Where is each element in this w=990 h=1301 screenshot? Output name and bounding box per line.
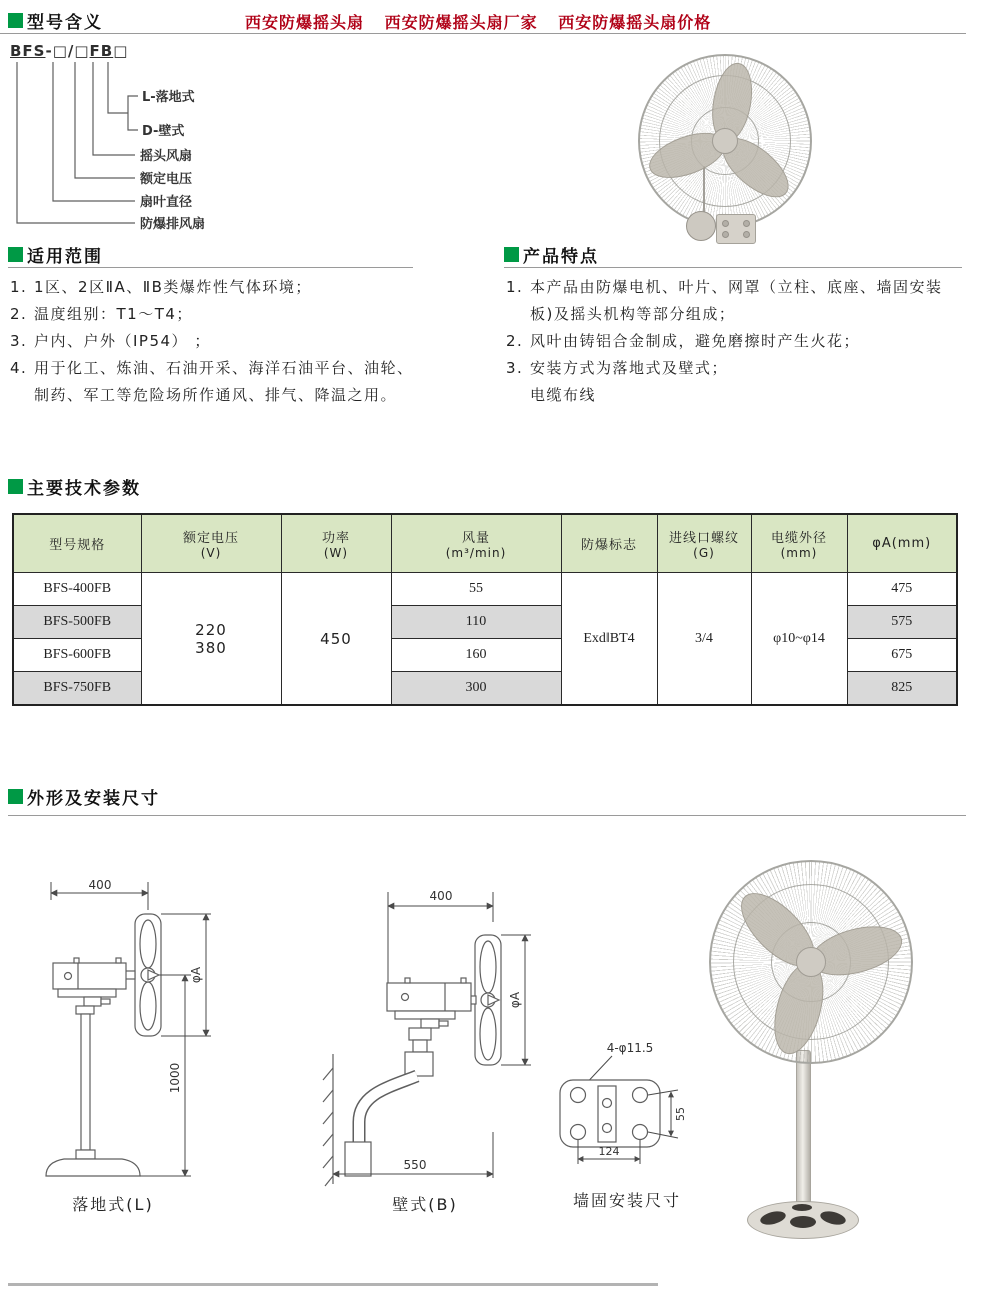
item-text: 1区、2区ⅡA、ⅡB类爆炸性气体环境； [34, 278, 312, 296]
list-item [506, 355, 964, 382]
diagram-label-diameter: 扇叶直径 [140, 195, 193, 210]
cell-airflow: 110 [391, 606, 561, 639]
table-row [13, 573, 957, 606]
col-header-phiA: φA(mm) [847, 514, 957, 573]
diagram-label-oscillating: 摇头风扇 [140, 149, 193, 164]
diagram-label-wall: D-壁式 [142, 124, 185, 139]
item-number: 2. [506, 332, 524, 350]
wall-type-drawing [293, 882, 543, 1192]
cell-phiA: 475 [847, 573, 957, 606]
cell-airflow: 55 [391, 573, 561, 606]
drawing-label-plate: 墙固安装尺寸 [572, 1191, 681, 1210]
col-header-airflow: 风量 (m³/min) [391, 514, 561, 573]
cell-cable: φ10~φ14 [751, 573, 847, 706]
item-number [506, 382, 530, 409]
list-item [506, 274, 964, 328]
footer-divider [8, 1283, 658, 1286]
cell-model: BFS-750FB [13, 672, 141, 706]
list-item [10, 355, 415, 409]
section-bullet-icon [504, 247, 519, 262]
model-code-group: FB [89, 42, 114, 60]
diagram-label-fan-type: 防爆排风扇 [140, 217, 206, 232]
dim-550: 550 [403, 1158, 427, 1172]
diagram-label-floor: L-落地式 [142, 90, 195, 105]
model-code [10, 42, 128, 60]
drawing-label-wall: 壁式(B) [392, 1195, 458, 1214]
table-header-row [13, 514, 957, 573]
item-text: 风叶由铸铝合金制成，避免磨擦时产生火花； [530, 332, 861, 350]
item-number: 4. [10, 359, 28, 377]
header-links [245, 10, 725, 33]
cell-model: BFS-400FB [13, 573, 141, 606]
fan-hub [712, 128, 738, 154]
dim-phiA: φA [189, 966, 203, 984]
col-header-voltage: 额定电压 (V) [141, 514, 281, 573]
mounting-plate-drawing [552, 1032, 694, 1182]
dim-400: 400 [88, 878, 112, 892]
section-title-scope: 适用范围 [27, 247, 103, 267]
fan-hub [796, 947, 826, 977]
cell-phiA: 575 [847, 606, 957, 639]
dimensions-divider [8, 815, 966, 816]
dim-phiA: φA [508, 991, 522, 1009]
model-code-suffix: □ [113, 42, 129, 60]
cell-phiA: 675 [847, 639, 957, 672]
section-bullet-icon [8, 247, 23, 262]
cell-voltage: 220 380 [141, 573, 281, 706]
fan-cage [709, 860, 913, 1064]
link-product[interactable]: 西安防爆摇头扇 [245, 13, 365, 32]
cell-model: BFS-600FB [13, 639, 141, 672]
list-item [10, 328, 415, 355]
wall-fan-photo [628, 48, 863, 253]
mounting-bracket [716, 214, 756, 244]
header-divider [0, 33, 966, 34]
cell-exmark: Exd‖BT4 [561, 573, 657, 706]
list-item [506, 328, 964, 355]
features-list [506, 274, 964, 409]
cell-airflow: 300 [391, 672, 561, 706]
features-divider [504, 267, 962, 268]
item-text: 温度组别：T1～T4； [34, 305, 193, 323]
list-item [506, 382, 964, 409]
cell-thread: 3/4 [657, 573, 751, 706]
section-bullet-icon [8, 789, 23, 804]
item-number: 3. [10, 332, 28, 350]
link-price[interactable]: 西安防爆摇头扇价格 [558, 13, 712, 32]
model-breakdown-diagram [10, 60, 270, 245]
cell-model: BFS-500FB [13, 606, 141, 639]
item-number: 2. [10, 305, 28, 323]
link-factory[interactable]: 西安防爆摇头扇厂家 [384, 13, 538, 32]
list-item [10, 301, 415, 328]
fan-pole [796, 1050, 811, 1210]
list-item [10, 274, 415, 301]
scope-divider [8, 267, 413, 268]
cell-phiA: 825 [847, 672, 957, 706]
junction-box [686, 211, 716, 241]
model-code-mid: -□/□ [45, 42, 90, 60]
pedestal-fan-photo [700, 845, 920, 1245]
scope-list [10, 274, 415, 409]
item-text: 本产品由防爆电机、叶片、网罩（立柱、底座、墙固安装板)及摇头机构等部分组成； [530, 278, 943, 323]
col-header-model: 型号规格 [13, 514, 141, 573]
item-number: 3. [506, 359, 524, 377]
item-number: 1. [10, 278, 28, 296]
cell-power: 450 [281, 573, 391, 706]
item-text: 用于化工、炼油、石油开采、海洋石油平台、油轮、制药、军工等危险场所作通风、排气、降温之用。 [34, 359, 414, 404]
drawing-label-floor: 落地式(L) [72, 1195, 154, 1214]
dim-55: 55 [674, 1107, 687, 1121]
section-bullet-icon [8, 13, 23, 28]
col-header-exmark: 防爆标志 [561, 514, 657, 573]
dim-400: 400 [429, 889, 453, 903]
dim-1000: 1000 [168, 1062, 182, 1094]
section-title-features: 产品特点 [523, 247, 599, 267]
item-text: 电缆布线 [530, 386, 597, 404]
section-title-specs: 主要技术参数 [27, 479, 141, 499]
section-bullet-icon [8, 479, 23, 494]
item-text: 安装方式为落地式及壁式； [530, 359, 729, 377]
col-header-thread: 进线口螺纹 (G) [657, 514, 751, 573]
fan-base [747, 1201, 859, 1239]
dim-holes: 4-φ11.5 [606, 1041, 654, 1055]
item-number: 1. [506, 278, 524, 296]
section-title-model-meaning: 型号含义 [27, 13, 103, 33]
cell-airflow: 160 [391, 639, 561, 672]
col-header-power: 功率 (W) [281, 514, 391, 573]
col-header-cable: 电缆外径 (mm) [751, 514, 847, 573]
dim-124: 124 [598, 1145, 620, 1158]
model-code-prefix: BFS [10, 42, 46, 60]
spec-table [12, 513, 958, 706]
item-text: 户内、户外（IP54） ； [34, 332, 211, 350]
diagram-label-voltage: 额定电压 [140, 172, 193, 187]
section-title-dimensions: 外形及安装尺寸 [27, 789, 160, 809]
floor-type-drawing [28, 878, 258, 1190]
fan-cage [638, 54, 812, 228]
